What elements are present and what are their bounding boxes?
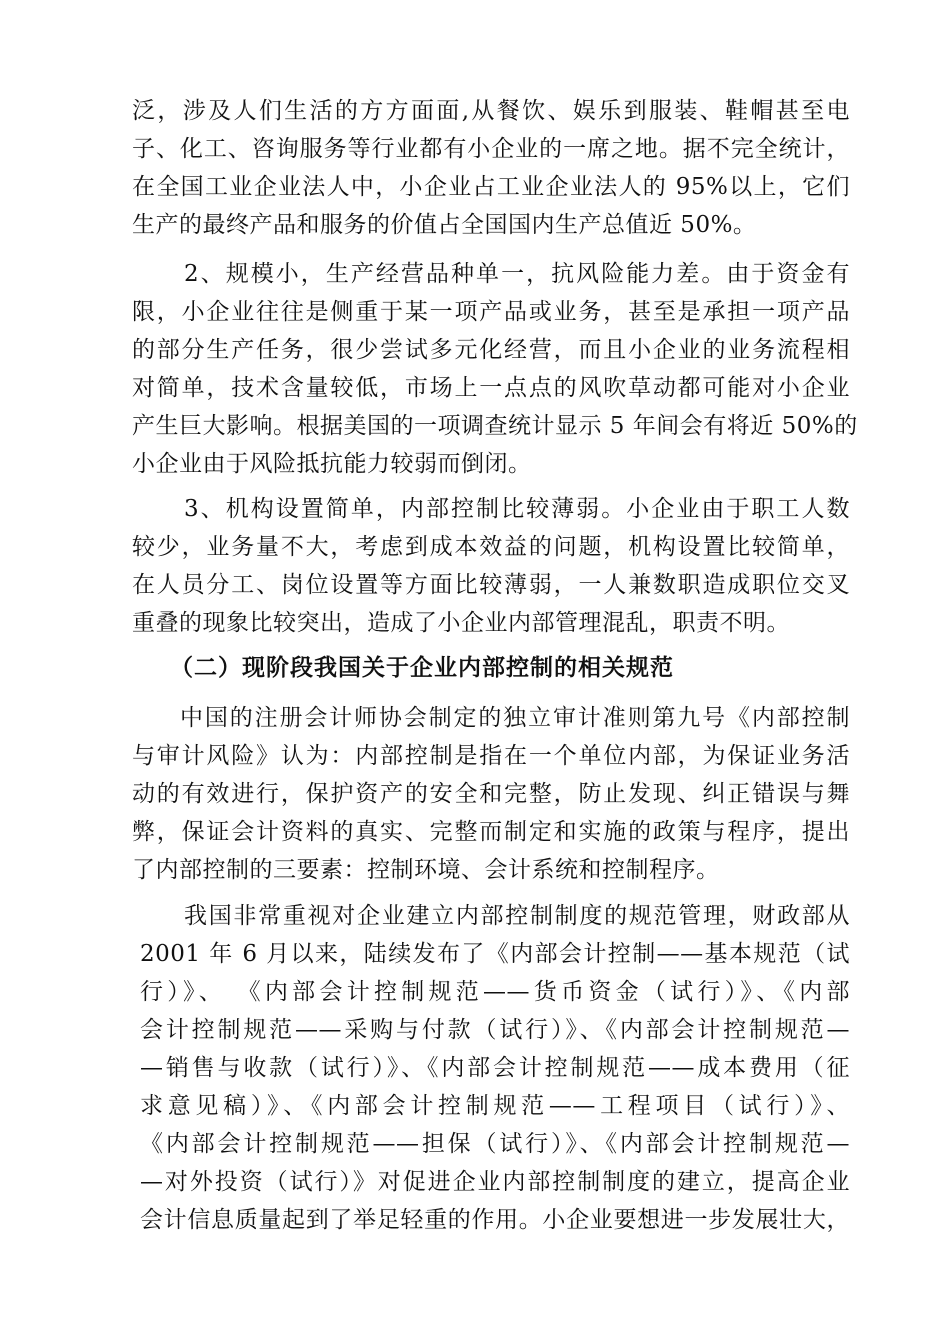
section-heading: （二）现阶段我国关于企业内部控制的相关规范 (170, 655, 674, 681)
text-line: 会计控制规范——采购与付款（试行）》、《内部会计控制规范— (140, 1017, 850, 1043)
text-line: 泛，涉及人们生活的方方面面,从餐饮、娱乐到服装、鞋帽甚至电 (132, 98, 850, 124)
text-line: 行）》、 《内部会计控制规范——货币资金（试行）》、《内部 (140, 979, 850, 1005)
text-line: 子、化工、咨询服务等行业都有小企业的一席之地。据不完全统计， (132, 136, 850, 162)
paragraph-point-2-small-scale (132, 255, 858, 483)
text-line: 了内部控制的三要素：控制环境、会计系统和控制程序。 (132, 857, 720, 883)
text-line: 会计信息质量起到了举足轻重的作用。小企业要想进一步发展壮大， (140, 1207, 850, 1233)
text-line: 弊，保证会计资料的真实、完整而制定和实施的政策与程序，提出 (132, 819, 850, 845)
text-line: 重叠的现象比较突出，造成了小企业内部管理混乱，职责不明。 (132, 610, 790, 636)
text-line: 我国非常重视对企业建立内部控制制度的规范管理，财政部从 (184, 903, 850, 929)
text-line: 小企业由于风险抵抗能力较弱而倒闭。 (132, 451, 532, 477)
text-line: 的部分生产任务，很少尝试多元化经营，而且小企业的业务流程相 (132, 337, 850, 363)
paragraph-point-3-simple-structure (132, 490, 850, 642)
text-line: 3、机构设置简单，内部控制比较薄弱。小企业由于职工人数 (184, 496, 850, 522)
text-line: 《内部会计控制规范——担保（试行）》、《内部会计控制规范— (140, 1131, 850, 1157)
text-line: 中国的注册会计师协会制定的独立审计准则第九号《内部控制 (180, 705, 850, 731)
text-line: 2001 年 6 月以来，陆续发布了《内部会计控制——基本规范（试 (140, 941, 850, 967)
paragraph-scope-of-small-enterprises (132, 92, 850, 244)
text-line: 与审计风险》认为：内部控制是指在一个单位内部，为保证业务活 (132, 743, 850, 769)
text-line: 在人员分工、岗位设置等方面比较薄弱，一人兼数职造成职位交叉 (132, 572, 850, 598)
text-line: 求意见稿）》、《内部会计控制规范——工程项目（试行）》、 (140, 1093, 850, 1119)
text-line: 限，小企业往往是侧重于某一项产品或业务，甚至是承担一项产品 (132, 299, 850, 325)
text-line: —对外投资（试行）》对促进企业内部控制制度的建立，提高企业 (140, 1169, 850, 1195)
text-line: 产生巨大影响。根据美国的一项调查统计显示 5 年间会有将近 50%的 (132, 413, 858, 439)
paragraph-cpa-standard-definition (132, 699, 850, 889)
text-line: 在全国工业企业法人中，小企业占工业企业法人的 95%以上，它们 (132, 174, 850, 200)
text-line: 2、规模小，生产经营品种单一，抗风险能力差。由于资金有 (184, 261, 850, 287)
text-line: —销售与收款（试行）》、《内部会计控制规范——成本费用（征 (140, 1055, 850, 1081)
text-line: 动的有效进行，保护资产的安全和完整，防止发现、纠正错误与舞 (132, 781, 850, 807)
text-line: 生产的最终产品和服务的价值占全国国内生产总值近 50%。 (132, 212, 757, 238)
paragraph-ministry-of-finance-norms (132, 897, 850, 1239)
text-line: 对简单，技术含量较低，市场上一点点的风吹草动都可能对小企业 (132, 375, 850, 401)
text-line: 较少，业务量不大，考虑到成本效益的问题，机构设置比较简单， (132, 534, 850, 560)
